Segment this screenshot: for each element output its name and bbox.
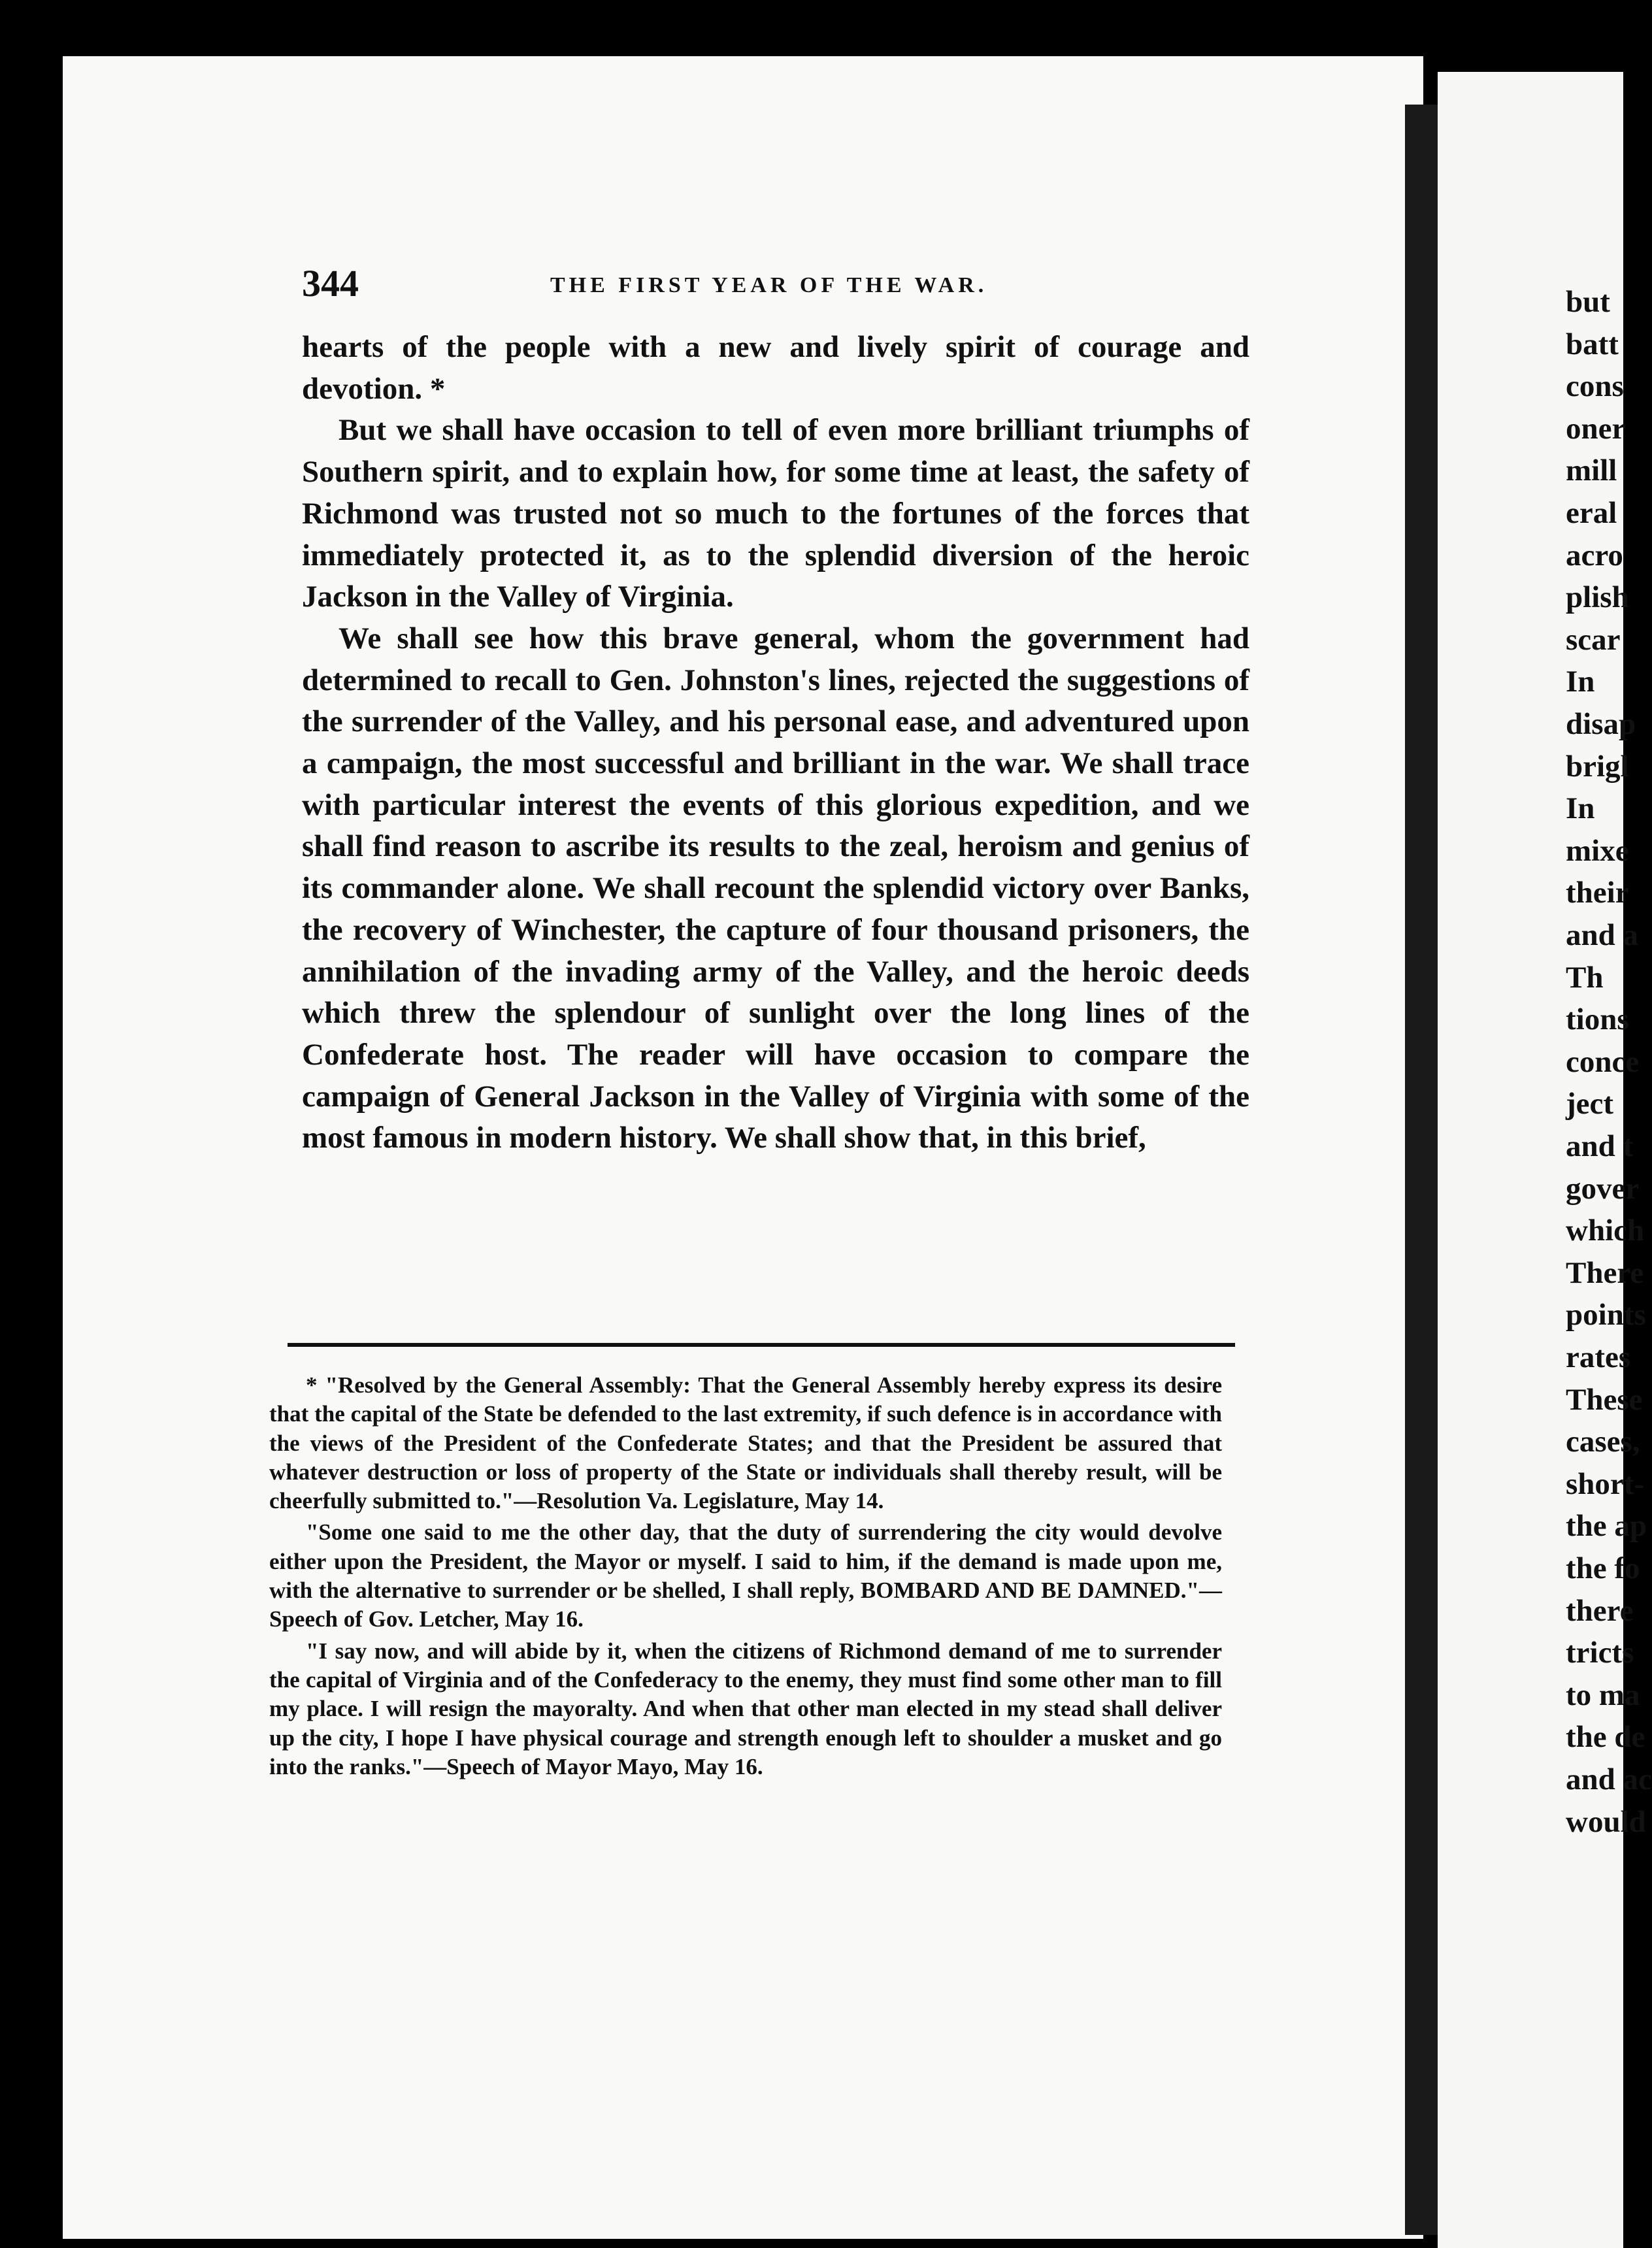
book-gutter [1405, 105, 1438, 2235]
right-page-line: mixe [1566, 833, 1629, 868]
right-page [1438, 72, 1652, 2248]
right-page-line: batt [1566, 327, 1619, 361]
right-page-line: conce [1566, 1044, 1640, 1079]
right-page-line: ject [1566, 1087, 1614, 1121]
right-page-line: There [1566, 1255, 1644, 1290]
right-page-line: short- [1566, 1466, 1645, 1501]
right-page-line: the ap [1566, 1509, 1647, 1544]
right-page-line: tricts [1566, 1636, 1634, 1670]
right-page-line: In [1566, 791, 1595, 826]
right-page-line: oner [1566, 411, 1626, 446]
running-title: THE FIRST YEAR OF THE WAR. [550, 273, 988, 297]
right-page-line: points [1566, 1298, 1646, 1332]
right-page-line: cons [1566, 369, 1624, 404]
right-page-line: These [1566, 1382, 1643, 1417]
right-page-line: would [1566, 1804, 1646, 1839]
right-page-line: acro [1566, 538, 1623, 572]
right-page-line: brigl [1566, 749, 1629, 784]
paragraph: We shall see how this brave general, whom the government had determined to recall to Gen. Johnston's lines, rejected the suggestions of the surrender of the Valley, and his personal ease, and adventured upon a campaign, the most successful and brilliant in the war. We shall trace with particular interest the events of this glorious expedition, and we shall find reason to ascribe its results to the zeal, heroism and genius of its commander alone. We shall recount the splendid victory over Banks, the recovery of Winchester, the capture of four thousand prisoners, the annihilation of the invading army of the Valley, and the heroic deeds which threw the splendour of sunlight over the long lines of the Confederate host. The reader will have occasion to compare the campaign of General Jackson in the Valley of Virginia with some of the most famous in modern history. We shall show that, in this brief, [302, 621, 1249, 1155]
right-page-line: and ac [1566, 1762, 1652, 1796]
right-page-line: scar [1566, 622, 1621, 657]
right-page-line: eral [1566, 496, 1617, 530]
paragraph: hearts of the people with a new and lively spirit of courage and devotion. * [302, 330, 1249, 406]
main-text [302, 327, 1249, 1159]
right-page-line: mill [1566, 454, 1617, 488]
right-page-line: the de [1566, 1720, 1645, 1755]
right-page-line: cases, [1566, 1425, 1640, 1459]
right-page-line: to ma [1566, 1678, 1640, 1712]
right-page-line: Th [1566, 960, 1604, 995]
right-page-line: and a [1566, 918, 1639, 952]
right-page-line: but [1566, 285, 1610, 319]
footnote: "I say now, and will abide by it, when the citizens of Richmond demand of me to surrender the capital of Virginia and of the Confederacy to the enemy, they must find some other man to fill my place. I will resign the mayoralty. And when that other man elected in my stead shall deliver up the city, I hope I have physical courage and strength enough left to shoulder a musket and go into the ranks."—Speech of Mayor Mayo, May 16. [269, 1638, 1222, 1779]
right-page-line: tions [1566, 1002, 1629, 1037]
right-page-line: disap [1566, 707, 1636, 741]
footnote: "Some one said to me the other day, that the duty of surrendering the city would devolve either upon the President, the Mayor or myself. I said to him, if the demand is made upon me, with the alternative to surrender or be shelled, I shall reply, BOMBARD AND BE DAMNED."—Speech of Gov. Letcher, May 16. [269, 1519, 1222, 1632]
running-head [302, 261, 1249, 307]
right-page-line: rates [1566, 1340, 1631, 1374]
right-page-line: plish [1566, 580, 1629, 615]
page-number: 344 [302, 262, 359, 305]
right-page-line: the fo [1566, 1551, 1640, 1585]
footnote: * "Resolved by the General Assembly: That the General Assembly hereby express its desire that the capital of the State be defended to the last extremity, if such defence is in accordance with the views of the President of the Confederate States; and that the President be assured that whatever destruction or loss of property of the State or individuals shall thereby result, will be cheerfully submitted to."—Resolution Va. Legislature, May 14. [269, 1372, 1222, 1514]
right-page-line: and t [1566, 1129, 1634, 1163]
right-page-line: In [1566, 665, 1595, 699]
paragraph: But we shall have occasion to tell of even more brilliant triumphs of Southern spirit, and to explain how, for some time at least, the safety of Richmond was trusted not so much to the fortunes of the forces that immediately protected it, as to the splendid diversion of the heroic Jackson in the Valley of Virginia. [302, 413, 1249, 614]
footnote-rule [288, 1343, 1235, 1347]
right-page-line: their [1566, 876, 1629, 910]
right-page-line: gover [1566, 1171, 1640, 1206]
right-page-line: which [1566, 1214, 1645, 1248]
right-page-line: there [1566, 1593, 1634, 1628]
footnotes [269, 1371, 1222, 1784]
